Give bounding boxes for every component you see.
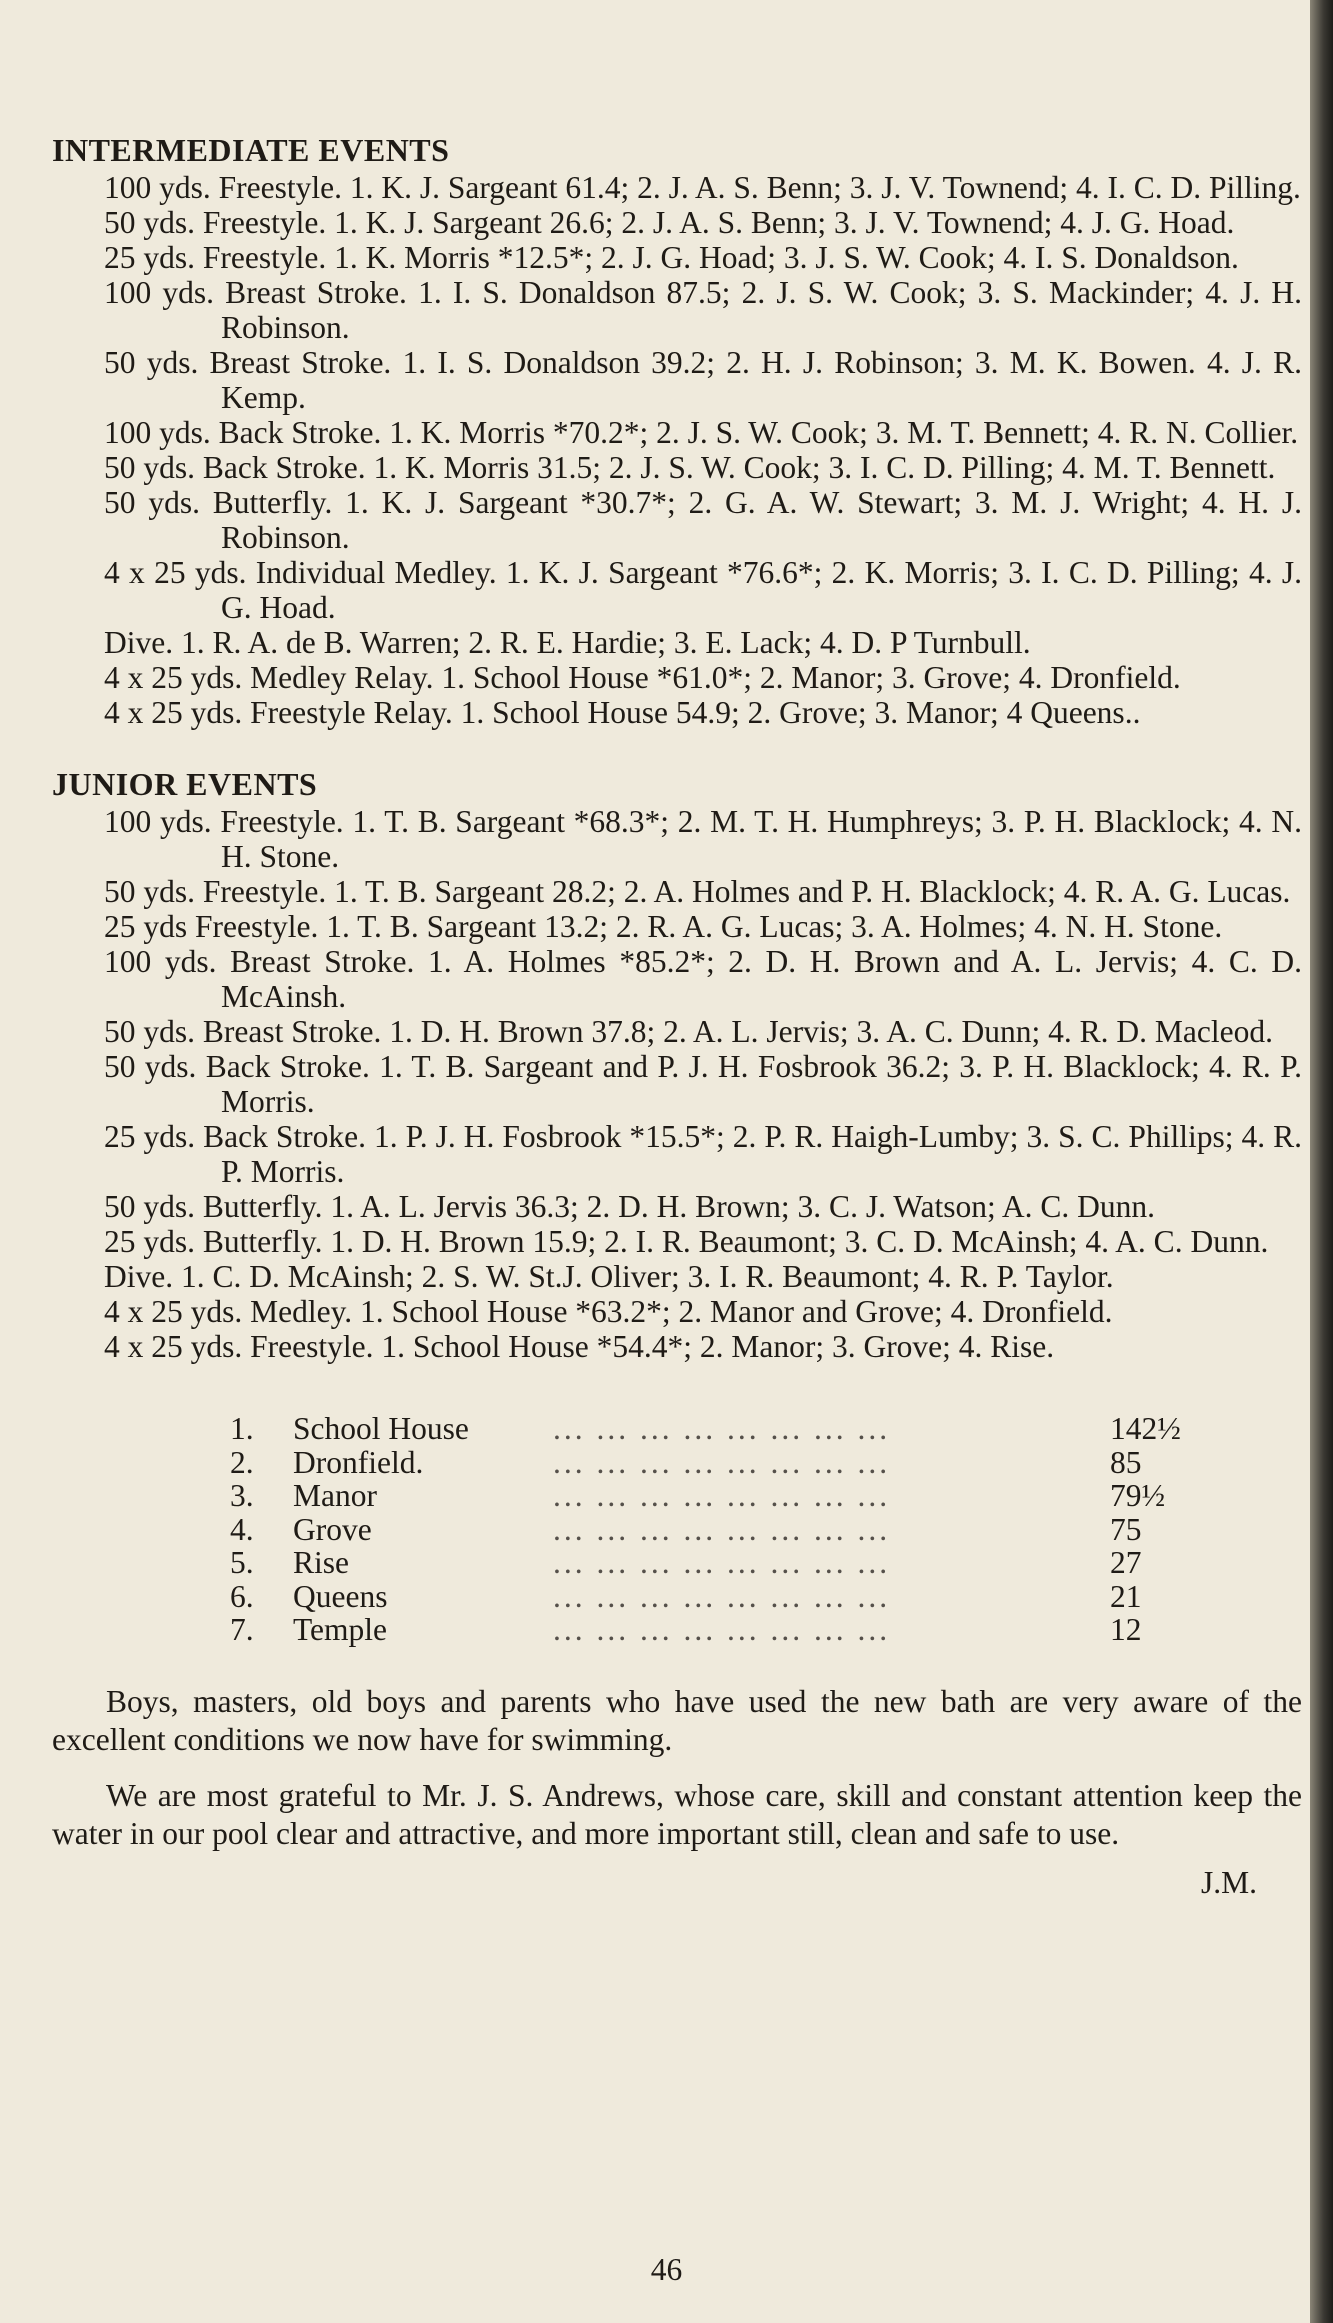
leader-dots: ... ... ... ... ... ... ... ... bbox=[553, 1613, 891, 1647]
event-result: 100 yds. Breast Stroke. 1. A. Holmes *85.2*; 2. D. H. Brown and A. L. Jervis; 4. C. D. McAinsh. bbox=[104, 944, 1302, 1014]
event-result: 4 x 25 yds. Medley Relay. 1. School House *61.0*; 2. Manor; 3. Grove; 4. Dronfield. bbox=[104, 660, 1181, 695]
house-name: Grove bbox=[293, 1511, 372, 1547]
section-spacer bbox=[52, 730, 1302, 764]
closing-paragraph: Boys, masters, old boys and parents who have used the new bath are very aware of the excellent conditions we now have for swimming. bbox=[52, 1683, 1302, 1757]
standing-position: 5. bbox=[230, 1545, 254, 1580]
section-heading-intermediate: INTERMEDIATE EVENTS bbox=[52, 132, 450, 168]
standing-position: 2. bbox=[230, 1444, 254, 1480]
event-result: 50 yds. Breast Stroke. 1. D. H. Brown 37.8; 2. A. L. Jervis; 3. A. C. Dunn; 4. R. D. Macleod. bbox=[104, 1014, 1273, 1049]
standings-row bbox=[230, 1580, 1190, 1614]
standings-row bbox=[230, 1479, 1190, 1513]
event-result: 4 x 25 yds. Individual Medley. 1. K. J. Sargeant *76.6*; 2. K. Morris; 3. I. C. D. Pilling; 4. J. G. Hoad. bbox=[104, 555, 1302, 625]
standings-row bbox=[230, 1546, 1190, 1580]
page-content bbox=[52, 130, 1302, 1901]
event-result: 50 yds. Freestyle. 1. K. J. Sargeant 26.6; 2. J. A. S. Benn; 3. J. V. Townend; 4. J. G. Hoad. bbox=[104, 205, 1235, 240]
house-name: Temple bbox=[293, 1612, 388, 1647]
house-name: Manor bbox=[293, 1478, 377, 1513]
event-result: 4 x 25 yds. Medley. 1. School House *63.2*; 2. Manor and Grove; 4. Dronfield. bbox=[104, 1294, 1113, 1329]
house-points: 85 bbox=[1110, 1444, 1142, 1480]
standings-row bbox=[230, 1446, 1190, 1480]
event-result: 25 yds. Freestyle. 1. K. Morris *12.5*; 2. J. G. Hoad; 3. J. S. W. Cook; 4. I. S. Donaldson. bbox=[104, 240, 1239, 275]
event-result: Dive. 1. C. D. McAinsh; 2. S. W. St.J. Oliver; 3. I. R. Beaumont; 4. R. P. Taylor. bbox=[104, 1259, 1114, 1294]
house-name: Rise bbox=[293, 1545, 350, 1580]
house-name: Dronfield. bbox=[293, 1444, 424, 1480]
house-name: School House bbox=[293, 1411, 469, 1446]
page-number: 46 bbox=[650, 2252, 683, 2287]
event-result: 4 x 25 yds. Freestyle Relay. 1. School House 54.9; 2. Grove; 3. Manor; 4 Queens.. bbox=[104, 695, 1141, 730]
house-points: 75 bbox=[1110, 1511, 1142, 1547]
house-standings-table bbox=[230, 1412, 1190, 1647]
book-binding-edge bbox=[1310, 0, 1333, 2323]
event-result: 50 yds. Back Stroke. 1. K. Morris 31.5; 2. J. S. W. Cook; 3. I. C. D. Pilling; 4. M. T. Bennett. bbox=[104, 450, 1276, 485]
leader-dots: ... ... ... ... ... ... ... ... bbox=[553, 1445, 891, 1479]
standing-position: 7. bbox=[230, 1612, 254, 1647]
house-points: 79½ bbox=[1110, 1478, 1166, 1513]
standing-position: 1. bbox=[230, 1411, 254, 1446]
event-result: 50 yds. Back Stroke. 1. T. B. Sargeant and P. J. H. Fosbrook 36.2; 3. P. H. Blacklock; 4. R. P. Morris. bbox=[104, 1049, 1302, 1119]
event-result: 100 yds. Back Stroke. 1. K. Morris *70.2*; 2. J. S. W. Cook; 3. M. T. Bennett; 4. R. N. Collier. bbox=[104, 415, 1299, 450]
standing-position: 4. bbox=[230, 1511, 254, 1547]
event-result: 50 yds. Freestyle. 1. T. B. Sargeant 28.2; 2. A. Holmes and P. H. Blacklock; 4. R. A. G. Lucas. bbox=[104, 874, 1291, 909]
event-result: 100 yds. Freestyle. 1. K. J. Sargeant 61.4; 2. J. A. S. Benn; 3. J. V. Townend; 4. I. C. D. Pilling. bbox=[104, 170, 1301, 205]
leader-dots: ... ... ... ... ... ... ... ... bbox=[553, 1412, 891, 1446]
section-heading-junior: JUNIOR EVENTS bbox=[52, 766, 318, 802]
standings-row bbox=[230, 1412, 1190, 1446]
event-result: 25 yds Freestyle. 1. T. B. Sargeant 13.2; 2. R. A. G. Lucas; 3. A. Holmes; 4. N. H. Stone. bbox=[104, 909, 1223, 944]
event-result: 25 yds. Back Stroke. 1. P. J. H. Fosbrook *15.5*; 2. P. R. Haigh-Lumby; 3. S. C. Phillips; 4. R. P. Morris. bbox=[104, 1119, 1302, 1189]
standings-row bbox=[230, 1513, 1190, 1547]
event-result: 4 x 25 yds. Freestyle. 1. School House *54.4*; 2. Manor; 3. Grove; 4. Rise. bbox=[104, 1329, 1055, 1364]
leader-dots: ... ... ... ... ... ... ... ... bbox=[553, 1579, 891, 1613]
leader-dots: ... ... ... ... ... ... ... ... bbox=[553, 1546, 891, 1580]
house-points: 12 bbox=[1110, 1612, 1142, 1647]
house-name: Queens bbox=[293, 1578, 388, 1614]
standings-row bbox=[230, 1613, 1190, 1647]
event-result: 100 yds. Freestyle. 1. T. B. Sargeant *68.3*; 2. M. T. H. Humphreys; 3. P. H. Blacklock; 4. N. H. Stone. bbox=[104, 804, 1302, 874]
event-result: 25 yds. Butterfly. 1. D. H. Brown 15.9; 2. I. R. Beaumont; 3. C. D. McAinsh; 4. A. C. Dunn. bbox=[104, 1224, 1269, 1259]
house-points: 142½ bbox=[1110, 1411, 1181, 1446]
closing-paragraph: We are most grateful to Mr. J. S. Andrews, whose care, skill and constant attention keep the water in our pool clear and attractive, and more important still, clean and safe to use. bbox=[52, 1777, 1302, 1851]
event-result: Dive. 1. R. A. de B. Warren; 2. R. E. Hardie; 3. E. Lack; 4. D. P Turnbull. bbox=[104, 625, 1031, 660]
event-result: 50 yds. Breast Stroke. 1. I. S. Donaldson 39.2; 2. H. J. Robinson; 3. M. K. Bowen. 4. J. R. Kemp. bbox=[104, 345, 1302, 415]
event-result: 50 yds. Butterfly. 1. K. J. Sargeant *30.7*; 2. G. A. W. Stewart; 3. M. J. Wright; 4. H. J. Robinson. bbox=[104, 485, 1302, 555]
house-points: 27 bbox=[1110, 1545, 1142, 1580]
leader-dots: ... ... ... ... ... ... ... ... bbox=[553, 1479, 891, 1513]
event-result: 50 yds. Butterfly. 1. A. L. Jervis 36.3; 2. D. H. Brown; 3. C. J. Watson; A. C. Dunn. bbox=[104, 1189, 1155, 1224]
standing-position: 6. bbox=[230, 1578, 254, 1614]
standing-position: 3. bbox=[230, 1478, 254, 1513]
intermediate-events-list bbox=[52, 170, 1302, 730]
author-signature: J.M. bbox=[1200, 1864, 1257, 1900]
leader-dots: ... ... ... ... ... ... ... ... bbox=[553, 1512, 891, 1546]
house-points: 21 bbox=[1110, 1578, 1142, 1614]
junior-events-list bbox=[52, 804, 1302, 1364]
event-result: 100 yds. Breast Stroke. 1. I. S. Donaldson 87.5; 2. J. S. W. Cook; 3. S. Mackinder; 4. J. H. Robinson. bbox=[104, 275, 1302, 345]
